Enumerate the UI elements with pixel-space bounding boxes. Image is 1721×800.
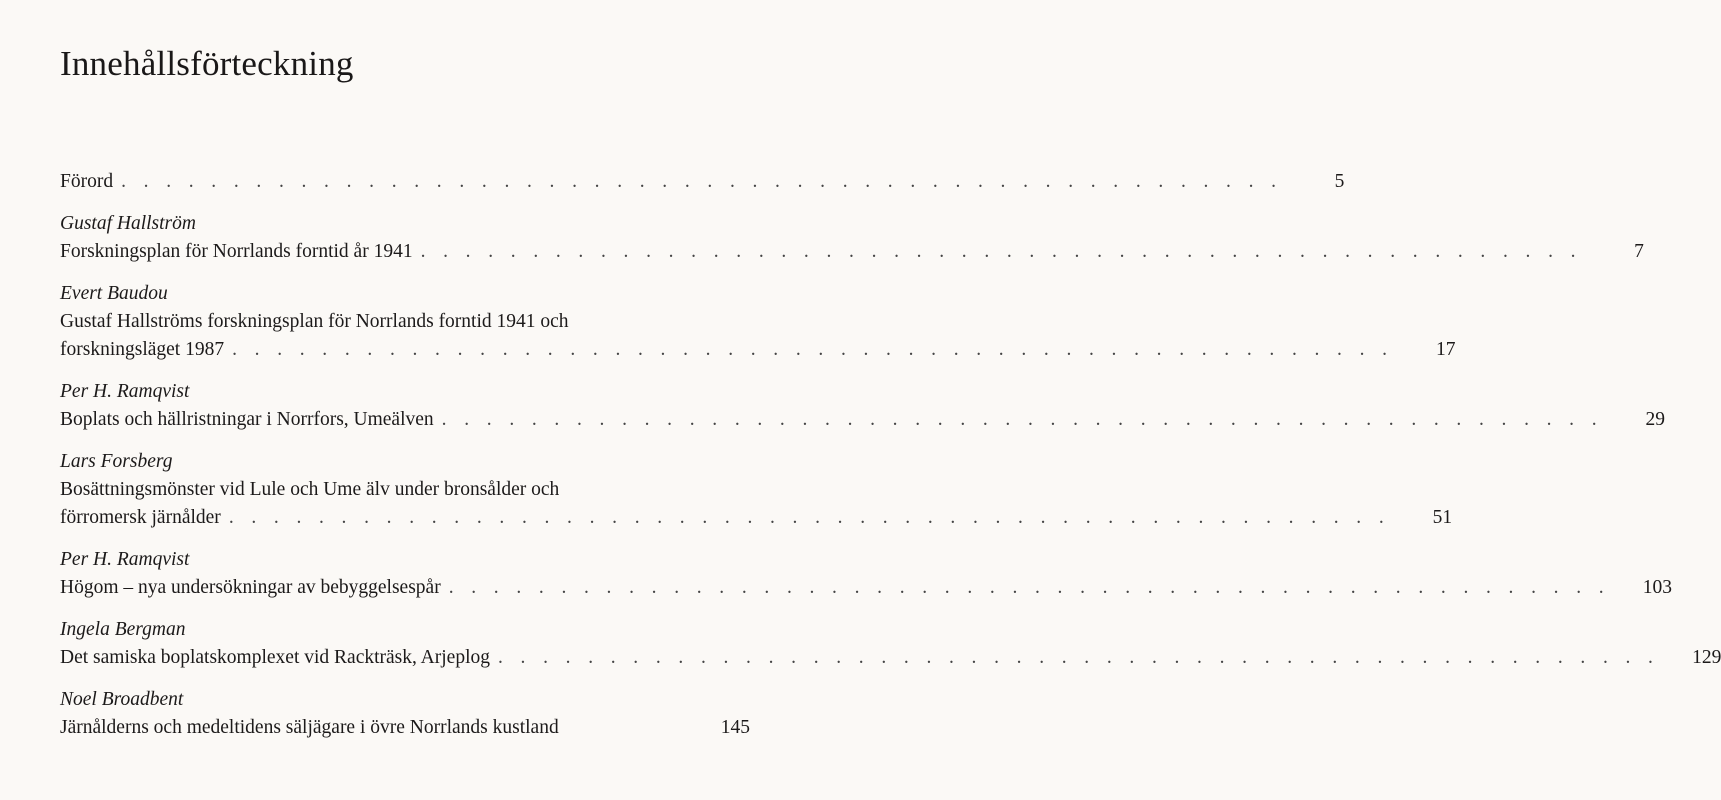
- entry-author: Per H. Ramqvist: [60, 381, 190, 402]
- dot-leader: . . . . . . . . . . . . . . . . . . . . . . . . . . . . . . . . . . . . . . . . . . . . . . . . . . . .: [420, 241, 1582, 262]
- toc-entry[interactable]: [60, 406, 1665, 434]
- page-number: 103: [1642, 577, 1673, 598]
- toc-entry[interactable]: [60, 714, 750, 742]
- entry-author: Gustaf Hallström: [60, 213, 196, 234]
- entry-title-line: Bosättningsmönster vid Lule och Ume älv under bronsålder och: [60, 479, 560, 500]
- toc-entry[interactable]: [60, 504, 1453, 532]
- page-number: 129: [1692, 647, 1721, 668]
- entry-title: Järnålderns och medeltidens säljägare i övre Norrlands kustland: [60, 717, 559, 738]
- entry-title: Förord: [60, 171, 114, 192]
- entry-title: Boplats och hällristningar i Norrfors, Umeälven: [60, 409, 434, 430]
- toc-entry[interactable]: [60, 574, 1673, 602]
- dot-leader: . . . . . . . . . . . . . . . . . . . . . . . . . . . . . . . . . . . . . . . . . . . . . . . . . . . .: [498, 647, 1660, 668]
- entry-author: Noel Broadbent: [60, 689, 184, 710]
- dot-leader: . . . . . . . . . . . . . . . . . . . . . . . . . . . . . . . . . . . . . . . . . . . . . . . . . . . .: [448, 577, 1611, 598]
- entry-title: förromersk järnålder: [60, 507, 221, 528]
- entry-title-line: Gustaf Hallströms forskningsplan för Norrlands forntid 1941 och: [60, 311, 569, 332]
- dot-leader: . . . . . . . . . . . . . . . . . . . . . . . . . . . . . . . . . . . . . . . . . . . . . . . . . . . .: [121, 171, 1283, 192]
- entry-author: Per H. Ramqvist: [60, 549, 190, 570]
- entry-title: Forskningsplan för Norrlands forntid år 1941: [60, 241, 413, 262]
- entry-author: Evert Baudou: [60, 283, 168, 304]
- entry-title: forskningsläget 1987: [60, 339, 225, 360]
- entry-author: Ingela Bergman: [60, 619, 186, 640]
- toc-entry[interactable]: [60, 336, 1456, 364]
- page-number: 145: [720, 717, 750, 738]
- entry-title: Det samiska boplatskomplexet vid Rackträsk, Arjeplog: [60, 647, 490, 668]
- page-number: 29: [1645, 409, 1665, 430]
- dot-leader: . . . . . . . . . . . . . . . . . . . . . . . . . . . . . . . . . . . . . . . . . . . . . . . . . . . .: [228, 507, 1391, 528]
- toc-entry[interactable]: [60, 238, 1644, 266]
- page-number: 7: [1634, 241, 1644, 262]
- table-of-contents: [60, 168, 1721, 742]
- dot-leader: . . . . . . . . . . . . . . . . . . . . . . . . . . . . . . . . . . . . . . . . . . . . . . . . . . . .: [441, 409, 1603, 430]
- toc-entry[interactable]: [60, 644, 1721, 672]
- page-number: 51: [1432, 507, 1453, 528]
- toc-entry-foreword[interactable]: [60, 168, 1345, 196]
- dot-leader: . . . . . . . . . . . . . . . . . . . . . . . . . . . . . . . . . . . . . . . . . . . . . . . . . . . .: [232, 339, 1394, 360]
- page-number: 17: [1435, 339, 1456, 360]
- entry-author: Lars Forsberg: [60, 451, 173, 472]
- page-number: 5: [1334, 171, 1345, 192]
- entry-title: Högom – nya undersökningar av bebyggelsespår: [60, 577, 441, 598]
- page-title: Innehållsförteckning: [60, 44, 354, 83]
